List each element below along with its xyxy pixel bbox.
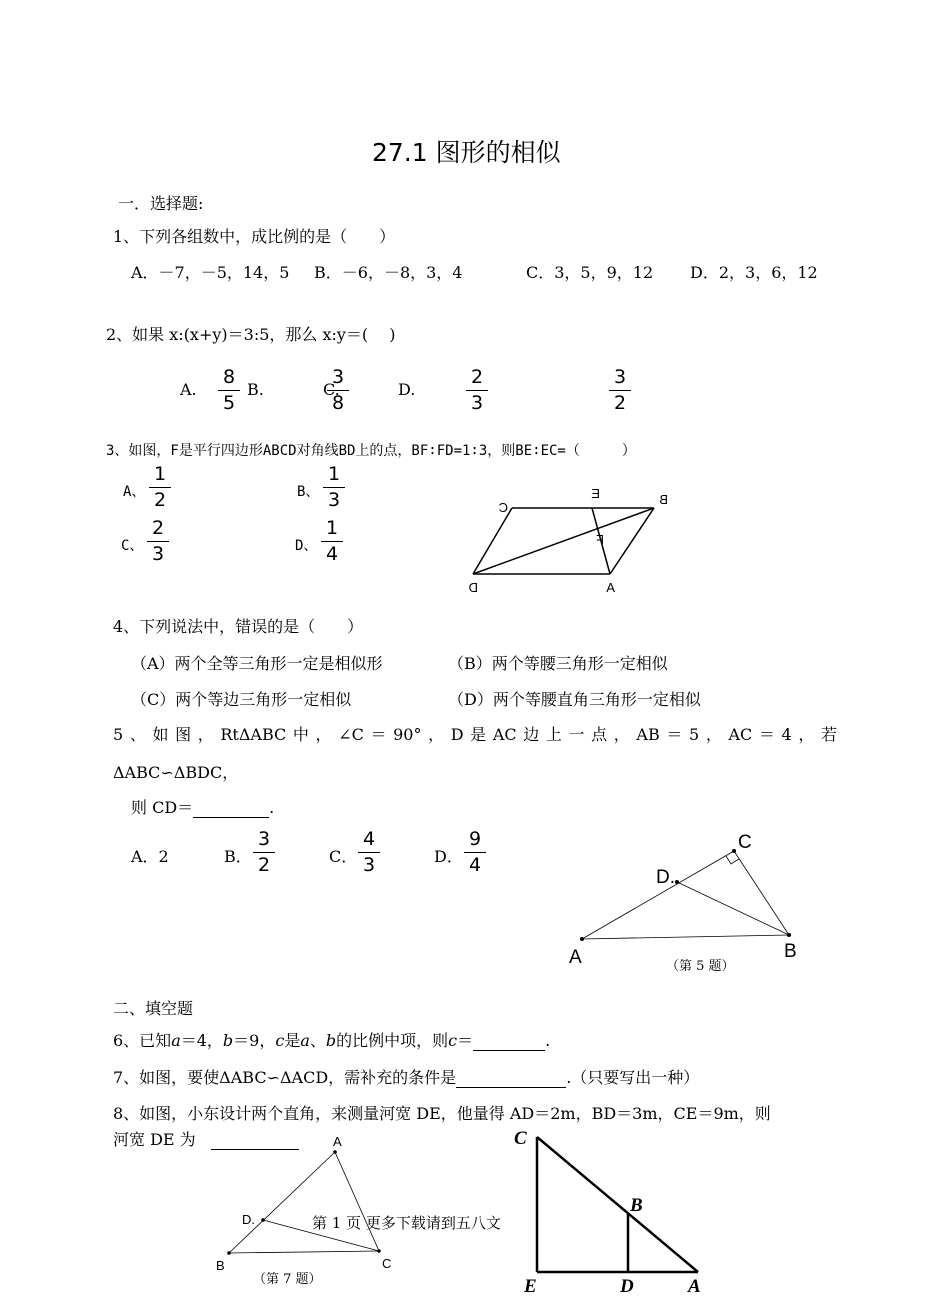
question-5-stem-line-3: 则 CD＝ . [131,798,275,817]
question-5-option-d: D． [434,847,463,866]
edge-ac [335,1152,379,1251]
question-5-fraction-b: 3 2 [253,830,275,875]
question-7-caption: （第 7 题） [253,1272,322,1287]
question-3-fraction-b: 1 3 [323,465,345,510]
question-7-figure [205,1130,405,1280]
question-4-option-c: （C）两个等边三角形一定相似 [131,690,352,709]
question-2-stem: 2、如果 x:(x+y)＝3:5，那么 x:y＝( ) [106,325,396,344]
question-2-fraction-d: 2 3 [466,368,488,413]
question-8-figure [510,1125,710,1300]
label-c: C [738,832,752,853]
question-5-stem-line-1: 5、如图，RtΔABC中，∠C＝90°，D是AC边上一点，AB＝5，AC＝4，若 [113,725,837,744]
edge-ac [582,851,734,939]
question-3-option-a: A、 [123,484,146,500]
question-7: 7、如图，要使ΔABC∽ΔACD，需补充的条件是 .（只要写出一种） [113,1068,700,1087]
question-8-line-1: 8、如图，小东设计两个直角，来测量河宽 DE，他量得 AD＝2m，BD＝3m，CE＝9m，则 [113,1104,771,1123]
question-3-stem: 3、如图，F是平行四边形ABCD对角线BD上的点，BF∶FD=1∶3，则BE∶EC=（ ） [106,443,636,459]
page-title: 27.1 图形的相似 [372,138,561,167]
label-b: B [784,941,797,962]
question-2-option-b: B. [247,380,264,399]
question-5-figure [560,825,820,975]
question-5-stem-line-2: ΔABC∽ΔBDC， [113,763,239,782]
question-3-fraction-d: 1 4 [321,519,343,564]
edge-ca [537,1137,698,1272]
question-3-option-d: D、 [295,538,318,554]
question-5-caption: （第 5 题） [666,959,735,974]
label-e: E [591,486,600,501]
question-1-option-b: B．－6，－8，3，4 [314,263,463,282]
question-3-fraction-c: 2 3 [147,519,169,564]
label-d: D. [656,867,675,888]
edge-ba [610,508,654,574]
question-2-option-c: C. [323,380,340,399]
label-d: D [468,580,478,595]
question-4-option-d: （D）两个等腰直角三角形一定相似 [448,690,701,709]
section-heading-choice: 一．选择题: [118,194,204,213]
question-8-line-2: 河宽 DE 为 [113,1127,299,1150]
label-a: A [688,1276,701,1297]
label-c: C [514,1128,527,1149]
edge-ab [229,1152,335,1253]
question-3-figure [465,482,670,597]
question-3-option-c: C、 [121,538,144,554]
question-1-option-a: A．－7，－5，14，5 [131,263,290,282]
label-d: D. [242,1212,255,1227]
question-4-option-b: （B）两个等腰三角形一定相似 [448,654,668,673]
label-b: B [630,1195,643,1216]
question-3-option-b: B、 [297,484,320,500]
question-3-fraction-a: 1 2 [149,465,171,510]
diagonal-bd [473,508,654,574]
edge-cd [473,508,512,574]
label-d: D [620,1276,634,1297]
question-6: 6、已知a＝4，b＝9，c是a、b的比例中项，则c＝ . [113,1031,551,1050]
label-a: A [606,580,615,595]
question-1-stem: 1、下列各组数中，成比例的是（ ） [113,227,396,246]
label-a: A [333,1134,342,1149]
question-5-option-c: C． [329,847,358,866]
question-1-option-c: C．3，5，9，12 [526,263,654,282]
question-5-option-a: A．2 [131,847,169,866]
question-2-fraction-a: 8 5 [218,368,240,413]
question-5-option-b: B． [224,847,252,866]
label-a: A [569,947,582,968]
label-c: C [382,1256,392,1271]
label-f: F [596,532,604,547]
label-b: B [216,1258,225,1273]
section-heading-fill: 二、填空题 [113,999,194,1018]
edge-db [677,882,789,935]
question-1-option-d: D．2，3，6，12 [690,263,818,282]
edge-bc [229,1251,379,1253]
question-2-fraction-e: 3 2 [609,368,631,413]
page-footer: 第 1 页 更多下载请到五八文 [312,1214,501,1232]
question-2-option-a: A. [180,380,197,399]
right-angle-mark [726,856,739,864]
question-2-fraction-c: 3 8 [327,368,349,413]
edge-ab [582,935,789,939]
label-b: B [659,492,668,507]
question-4-stem: 4、下列说法中，错误的是（ ） [113,617,364,636]
question-5-fraction-c: 4 3 [358,830,380,875]
question-4-option-a: （A）两个全等三角形一定是相似形 [131,654,383,673]
question-5-fraction-d: 9 4 [464,830,486,875]
question-2-option-d: D. [398,380,416,399]
label-e: E [524,1276,537,1297]
label-c: C [498,500,508,515]
